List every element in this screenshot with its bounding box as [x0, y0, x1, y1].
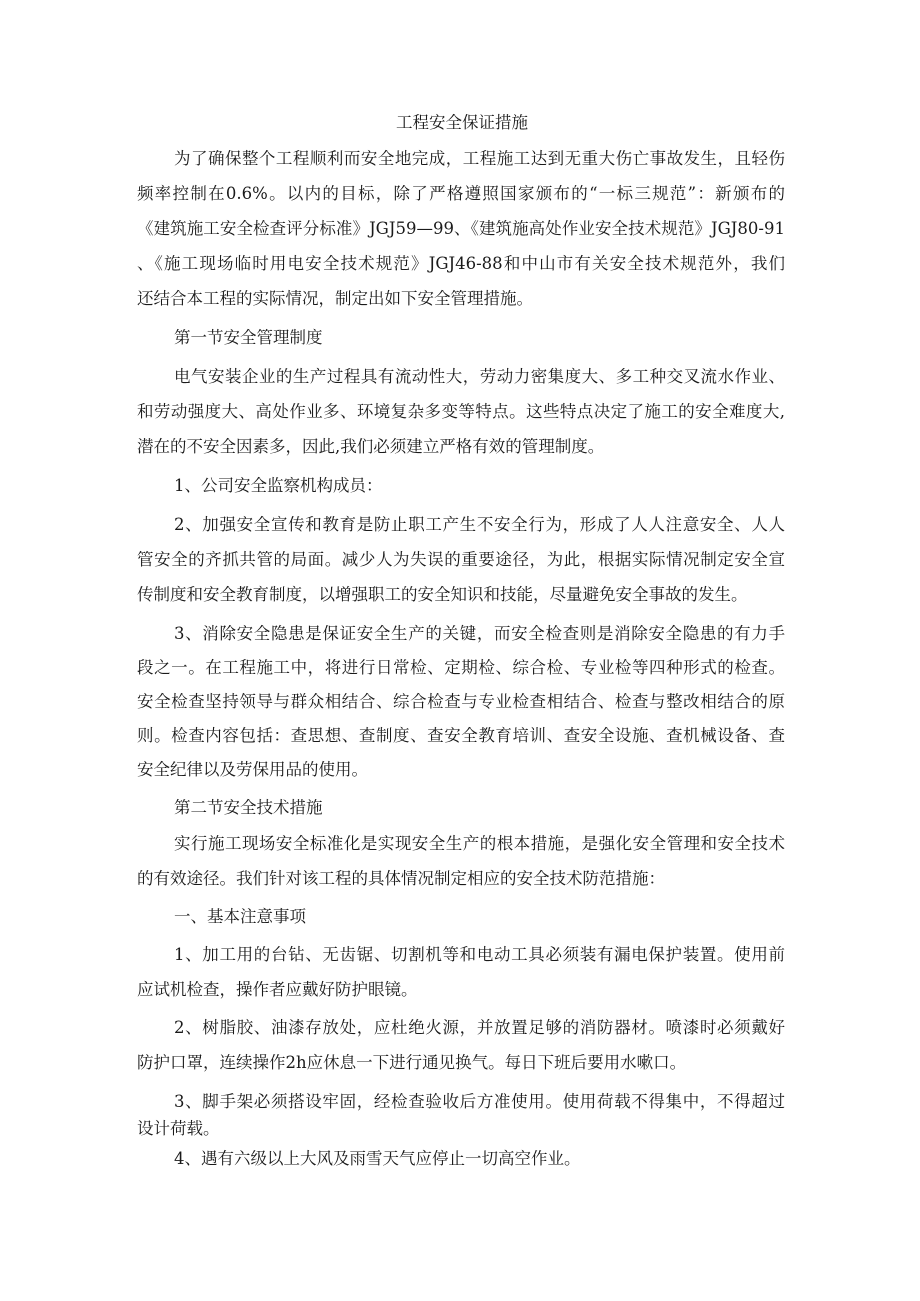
list-item: 1、公司安全监察机构成员： [174, 476, 383, 495]
paragraph-line: 和劳动强度大、高处作业多、环境复杂多变等特点。这些特点决定了施工的安全难度大, [137, 402, 785, 421]
paragraph-line: 段之一。在工程施工中，将进行日常检、定期检、综合检、专业检等四种形式的检查。 [137, 658, 785, 677]
paragraph-line: 潜在的不安全因素多，因此,我们必须建立严格有效的管理制度。 [137, 437, 605, 456]
paragraph-line: 应试机检查，操作者应戴好防护眼镜。 [137, 980, 418, 999]
section-heading: 第二节安全技术措施 [174, 798, 323, 817]
paragraph-line: 设计荷载。 [137, 1119, 220, 1138]
paragraph-line: 4、遇有六级以上大风及雨雪天气应停止一切高空作业。 [174, 1149, 581, 1168]
subsection-heading: 一、基本注意事项 [174, 907, 306, 926]
document-title: 工程安全保证措施 [396, 113, 528, 132]
paragraph-line: 传制度和安全教育制度，以增强职工的安全知识和技能，尽量避免安全事故的发生。 [137, 585, 748, 604]
paragraph-line: 管安全的齐抓共管的局面。减少人为失误的重要途径，为此，根据实际情况制定安全宣 [137, 550, 785, 569]
paragraph-line: 2、加强安全宣传和教育是防止职工产生不安全行为，形成了人人注意安全、人人 [174, 515, 785, 534]
paragraph-line: 为了确保整个工程顺利而安全地完成，工程施工达到无重大伤亡事故发生，且轻伤 [174, 149, 785, 168]
paragraph-line: 还结合本工程的实际情况，制定出如下安全管理措施。 [137, 289, 533, 308]
paragraph-line: 、《施工现场临时用电安全技术规范》JGJ46-88和中山市有关安全技术规范外，我们 [137, 254, 785, 273]
paragraph-line: 3、脚手架必须搭设牢固，经检查验收后方准使用。使用荷载不得集中，不得超过 [174, 1092, 785, 1111]
paragraph-line: 1、加工用的台钻、无齿锯、切割机等和电动工具必须装有漏电保护装置。使用前 [174, 945, 785, 964]
paragraph-line: 则。检查内容包括：查思想、查制度、查安全教育培训、查安全设施、查机械设备、查 [137, 726, 785, 745]
paragraph-line: 2、树脂胶、油漆存放处，应杜绝火源，并放置足够的消防器材。喷漆时必须戴好 [174, 1018, 785, 1037]
paragraph-line: 《建筑施工安全检查评分标准》JGJ59—99、《建筑施高处作业安全技术规范》JGJ80-91 [137, 219, 785, 238]
paragraph-line: 电气安装企业的生产过程具有流动性大，劳动力密集度大、多工种交叉流水作业、 [174, 367, 785, 386]
paragraph-line: 频率控制在0.6%。以内的目标，除了严格遵照国家颁布的“一标三规范”：新颁布的 [137, 184, 785, 203]
paragraph-line: 安全检查坚持领导与群众相结合、综合检查与专业检查相结合、检查与整改相结合的原 [137, 692, 785, 711]
paragraph-line: 安全纪律以及劳保用品的使用。 [137, 760, 368, 779]
paragraph-line: 3、消除安全隐患是保证安全生产的关键，而安全检查则是消除安全隐患的有力手 [174, 624, 785, 643]
section-heading: 第一节安全管理制度 [174, 328, 323, 347]
paragraph-line: 的有效途径。我们针对该工程的具体情况制定相应的安全技术防范措施： [137, 869, 665, 888]
paragraph-line: 实行施工现场安全标准化是实现安全生产的根本措施，是强化安全管理和安全技术 [174, 834, 785, 853]
paragraph-line: 防护口罩，连续操作2h应休息一下进行通见换气。每日下班后要用水嗽口。 [137, 1053, 687, 1072]
